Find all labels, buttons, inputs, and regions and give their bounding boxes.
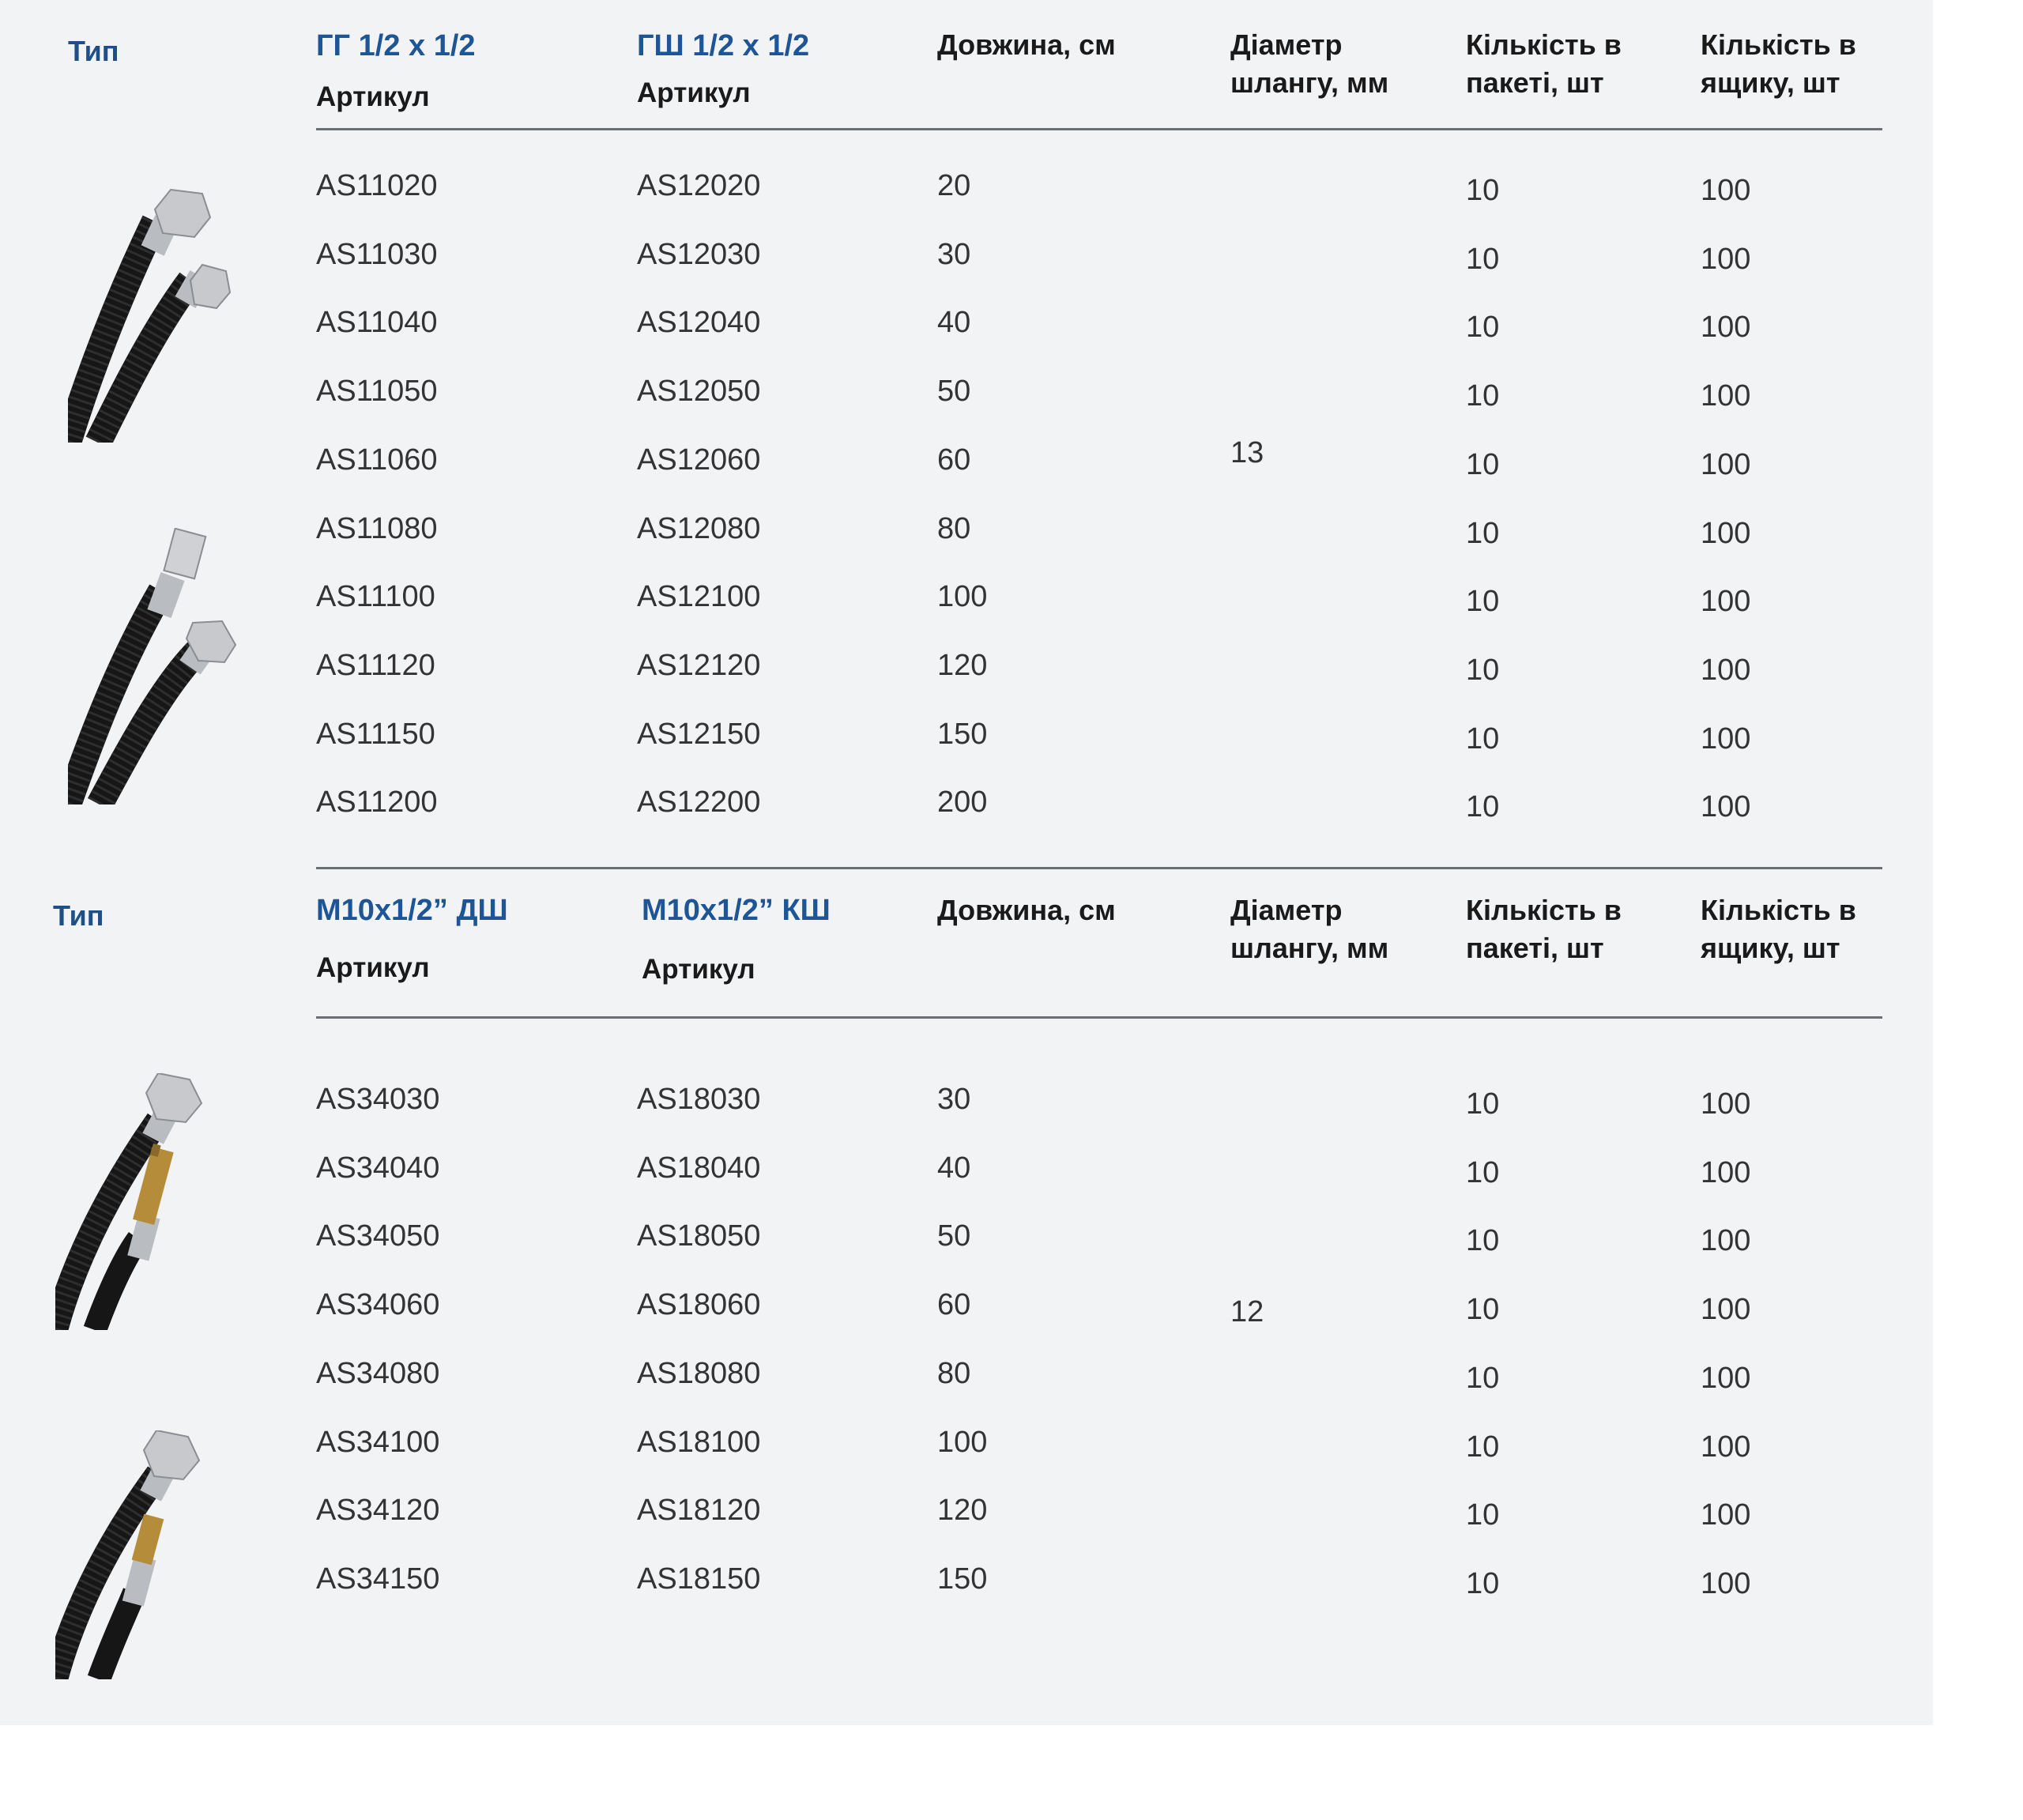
- length-value: 30: [937, 1083, 971, 1116]
- col-head-pack-qty: Кількість в пакеті, шт: [1466, 894, 1622, 964]
- col-sub-article: Артикул: [637, 77, 751, 108]
- article-1: AS34100: [316, 1425, 440, 1459]
- pack-qty-value: 10: [1466, 1430, 1500, 1464]
- length-value: 30: [937, 237, 971, 271]
- article-1: AS34120: [316, 1494, 440, 1528]
- box-qty-value: 100: [1701, 1224, 1751, 1258]
- col-head-gsh: ГШ 1/2 х 1/2: [637, 29, 810, 62]
- hose-fm-icon: [68, 528, 250, 804]
- pack-qty-value: 10: [1466, 379, 1500, 413]
- hose-m10-long-icon: [55, 1073, 213, 1330]
- article-2: AS12150: [637, 717, 761, 751]
- article-1: AS11030: [316, 237, 438, 271]
- box-qty-value: 100: [1701, 447, 1751, 481]
- box-qty-value: 100: [1701, 1155, 1751, 1189]
- article-2: AS12100: [637, 580, 761, 614]
- col-head-gg: ГГ 1/2 х 1/2: [316, 29, 476, 62]
- length-value: 20: [937, 169, 971, 202]
- pack-qty-value: 10: [1466, 447, 1500, 481]
- box-qty-value: 100: [1701, 1087, 1751, 1121]
- pack-qty-value: 10: [1466, 311, 1500, 345]
- article-2: AS18080: [637, 1356, 761, 1390]
- box-qty-value: 100: [1701, 1293, 1751, 1327]
- diameter-value: 13: [1230, 436, 1264, 469]
- box-qty-value: 100: [1701, 1498, 1751, 1532]
- box-qty-value: 100: [1701, 1430, 1751, 1464]
- col-head-box-qty: Кількість в ящику, шт: [1701, 28, 1856, 99]
- article-1: AS34040: [316, 1151, 440, 1185]
- length-value: 40: [937, 1151, 971, 1185]
- article-1: AS34150: [316, 1562, 440, 1596]
- article-1: AS34080: [316, 1356, 440, 1390]
- article-1: AS11050: [316, 375, 438, 409]
- article-2: AS12080: [637, 511, 761, 545]
- box-qty-value: 100: [1701, 379, 1751, 413]
- length-value: 200: [937, 786, 988, 820]
- article-2: AS12120: [637, 648, 761, 682]
- article-1: AS11060: [316, 443, 438, 477]
- length-value: 120: [937, 1494, 988, 1528]
- article-2: AS18120: [637, 1494, 761, 1528]
- hose-ff-icon: [68, 178, 250, 443]
- article-1: AS11020: [316, 169, 438, 202]
- length-value: 50: [937, 375, 971, 409]
- length-value: 120: [937, 648, 988, 682]
- article-2: AS12030: [637, 237, 761, 271]
- article-1: AS34060: [316, 1288, 440, 1322]
- length-value: 150: [937, 717, 988, 751]
- box-qty-value: 100: [1701, 174, 1751, 207]
- article-2: AS12060: [637, 443, 761, 477]
- box-qty-value: 100: [1701, 790, 1751, 824]
- article-2: AS18040: [637, 1151, 761, 1185]
- article-2: AS18030: [637, 1083, 761, 1116]
- article-1: AS34050: [316, 1219, 440, 1253]
- box-qty-value: 100: [1701, 516, 1751, 550]
- length-value: 60: [937, 1288, 971, 1322]
- pack-qty-value: 10: [1466, 653, 1500, 687]
- col-sub-article: Артикул: [316, 81, 430, 112]
- pack-qty-value: 10: [1466, 1566, 1500, 1600]
- col-head-length: Довжина, см: [937, 894, 1116, 926]
- length-value: 80: [937, 1356, 971, 1390]
- type-label: Тип: [53, 899, 104, 932]
- type-label: Тип: [68, 35, 119, 67]
- section-divider: [316, 867, 1882, 869]
- length-value: 50: [937, 1219, 971, 1253]
- col-head-pack-qty: Кількість в пакеті, шт: [1466, 28, 1622, 99]
- length-value: 100: [937, 580, 988, 614]
- article-1: AS11100: [316, 580, 435, 614]
- pack-qty-value: 10: [1466, 174, 1500, 207]
- col-head-m10-dsh: M10x1/2” ДШ: [316, 894, 508, 927]
- pack-qty-value: 10: [1466, 1498, 1500, 1532]
- pack-qty-value: 10: [1466, 1155, 1500, 1189]
- box-qty-value: 100: [1701, 242, 1751, 276]
- col-head-m10-ksh: M10x1/2” КШ: [642, 894, 831, 927]
- col-head-diameter: Діаметр шлангу, мм: [1230, 28, 1389, 99]
- article-1: AS11200: [316, 786, 438, 820]
- article-1: AS11120: [316, 648, 435, 682]
- length-value: 100: [937, 1425, 988, 1459]
- pack-qty-value: 10: [1466, 790, 1500, 824]
- length-value: 40: [937, 306, 971, 340]
- article-2: AS12040: [637, 306, 761, 340]
- article-2: AS12020: [637, 169, 761, 202]
- length-value: 150: [937, 1562, 988, 1596]
- article-2: AS18060: [637, 1288, 761, 1322]
- col-head-box-qty: Кількість в ящику, шт: [1701, 894, 1856, 964]
- pack-qty-value: 10: [1466, 1224, 1500, 1258]
- box-qty-value: 100: [1701, 311, 1751, 345]
- diameter-value: 12: [1230, 1295, 1264, 1328]
- box-qty-value: 100: [1701, 585, 1751, 619]
- article-2: AS12200: [637, 786, 761, 820]
- header-divider: [316, 1016, 1882, 1019]
- article-1: AS11080: [316, 511, 438, 545]
- article-1: AS34030: [316, 1083, 440, 1116]
- pack-qty-value: 10: [1466, 585, 1500, 619]
- article-1: AS11150: [316, 717, 435, 751]
- header-divider: [316, 128, 1882, 130]
- length-value: 80: [937, 511, 971, 545]
- article-2: AS18100: [637, 1425, 761, 1459]
- pack-qty-value: 10: [1466, 1293, 1500, 1327]
- col-head-diameter: Діаметр шлангу, мм: [1230, 894, 1389, 964]
- pack-qty-value: 10: [1466, 1087, 1500, 1121]
- pack-qty-value: 10: [1466, 516, 1500, 550]
- box-qty-value: 100: [1701, 1361, 1751, 1395]
- box-qty-value: 100: [1701, 653, 1751, 687]
- pack-qty-value: 10: [1466, 242, 1500, 276]
- length-value: 60: [937, 443, 971, 477]
- pack-qty-value: 10: [1466, 1361, 1500, 1395]
- pack-qty-value: 10: [1466, 722, 1500, 756]
- article-1: AS11040: [316, 306, 438, 340]
- box-qty-value: 100: [1701, 722, 1751, 756]
- article-2: AS18150: [637, 1562, 761, 1596]
- hose-m10-short-icon: [55, 1430, 213, 1679]
- col-sub-article: Артикул: [316, 952, 430, 983]
- box-qty-value: 100: [1701, 1566, 1751, 1600]
- article-2: AS12050: [637, 375, 761, 409]
- col-head-length: Довжина, см: [937, 28, 1116, 61]
- article-2: AS18050: [637, 1219, 761, 1253]
- col-sub-article: Артикул: [642, 954, 755, 985]
